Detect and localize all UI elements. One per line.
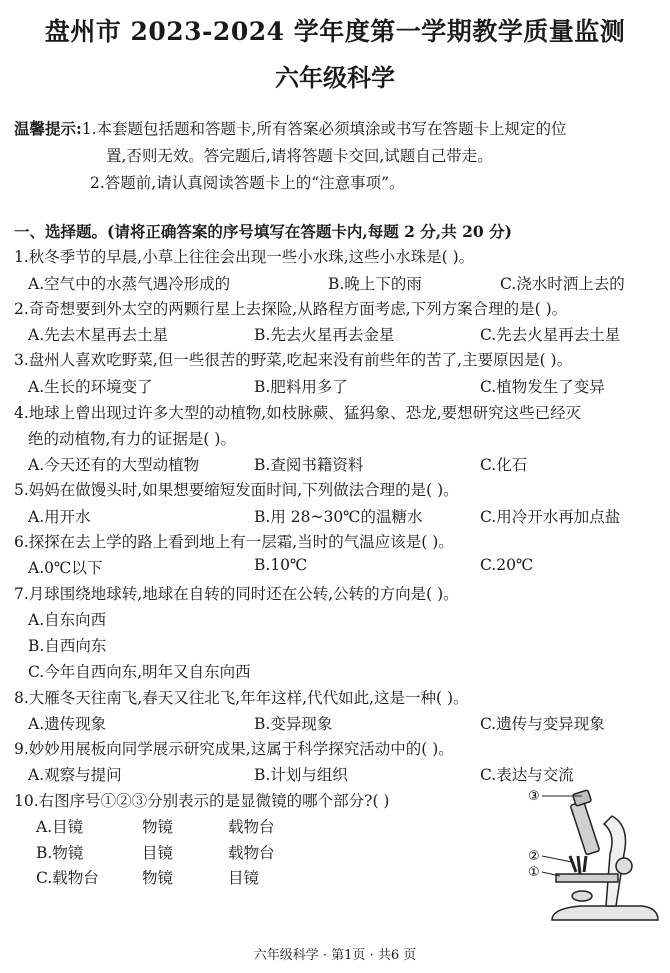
- tips-line-2: 置,否则无效。答完题后,请将答题卡交回,试题自己带走。: [106, 147, 493, 165]
- option-b: B.用 28~30℃的温糖水: [254, 508, 423, 526]
- option-b: B.计划与组织: [254, 766, 348, 784]
- eyepiece: [573, 790, 592, 806]
- option-b: B.变异现象: [254, 715, 333, 733]
- option-a: A.观察与提问: [28, 766, 122, 784]
- marker-1: ①: [528, 865, 540, 880]
- tips-line-1: [14, 117, 566, 139]
- option-b: B.查阅书籍资料: [254, 456, 364, 474]
- option-a-part-3: 载物台: [228, 818, 275, 836]
- stage: [556, 874, 618, 882]
- option-a: A.目镜: [36, 818, 84, 836]
- exam-subtitle: 六年级科学: [275, 63, 395, 92]
- option-b-part-2: 目镜: [142, 844, 174, 862]
- leader-line-2: [542, 856, 572, 862]
- option-b: B.10℃: [254, 556, 308, 574]
- option-b: B.自西向东: [28, 637, 107, 655]
- option-b: B.先去火星再去金星: [254, 326, 395, 344]
- option-a: A.自东向西: [28, 611, 107, 629]
- question-stem: 8.大雁冬天往南飞,春天又往北飞,年年这样,代代如此,这是一种( )。: [14, 689, 469, 707]
- option-a: A.遗传现象: [28, 715, 107, 733]
- option-c: C.化石: [480, 456, 528, 474]
- marker-2: ②: [528, 849, 540, 864]
- question-stem: 3.盘州人喜欢吃野菜,但一些很苦的野菜,吃起来没有前些年的苦了,主要原因是( )。: [14, 351, 573, 369]
- option-c: C.载物台: [36, 869, 99, 887]
- microscope-base: [552, 906, 658, 920]
- question-stem: 1.秋冬季节的早晨,小草上往往会出现一些小水珠,这些小水珠是( )。: [14, 248, 475, 266]
- microscope-figure: [512, 784, 662, 934]
- option-b: B.晚上下的雨: [328, 275, 422, 293]
- tips-label: 温馨提示:: [14, 119, 82, 138]
- option-c: C.20℃: [480, 556, 534, 574]
- option-c: C.用冷开水再加点盐: [480, 508, 621, 526]
- option-c-part-3: 目镜: [228, 869, 260, 887]
- exam-title: 盘州市 2023-2024 学年度第一学期教学质量监测: [44, 17, 626, 46]
- marker-3: ③: [528, 789, 540, 804]
- option-a: A.生长的环境变了: [28, 378, 153, 396]
- page-footer: 六年级科学 · 第1页 · 共6 页: [253, 948, 417, 963]
- tips-line-3: 2.答题前,请认真阅读答题卡上的“注意事项”。: [90, 174, 405, 192]
- option-c: C.植物发生了变异: [480, 378, 605, 396]
- option-a: A.用开水: [28, 508, 91, 526]
- option-a: A.空气中的水蒸气遇冷形成的: [28, 275, 231, 293]
- section-heading: 一、选择题。(请将正确答案的序号填写在答题卡内,每题 2 分,共 20 分): [14, 222, 512, 241]
- question-stem: 9.妙妙用展板向同学展示研究成果,这属于科学探究活动中的( )。: [14, 740, 454, 758]
- mirror: [572, 891, 592, 901]
- option-b-part-3: 载物台: [228, 844, 275, 862]
- question-stem: 6.探探在去上学的路上看到地上有一层霜,当时的气温应该是( )。: [14, 533, 454, 551]
- question-stem: 4.地球上曾出现过许多大型的动植物,如枝脉蕨、猛犸象、恐龙,要想研究这些已经灭: [14, 404, 582, 422]
- option-b: B.肥料用多了: [254, 378, 348, 396]
- option-a: A.0℃以下: [28, 559, 103, 577]
- option-c: C.表达与交流: [480, 766, 574, 784]
- option-c: C.遗传与变异现象: [480, 715, 605, 733]
- option-c: C.先去火星再去土星: [480, 326, 621, 344]
- focus-knob: [616, 858, 632, 874]
- question-stem-continued: 绝的动植物,有力的证据是( )。: [28, 430, 236, 448]
- option-a-part-2: 物镜: [142, 818, 174, 836]
- question-stem: 7.月球围绕地球转,地球在自转的同时还在公转,公转的方向是( )。: [14, 585, 459, 603]
- option-b: B.物镜: [36, 844, 84, 862]
- question-stem: 5.妈妈在做馒头时,如果想要缩短发面时间,下列做法合理的是( )。: [14, 481, 459, 499]
- option-a: A.先去木星再去土星: [28, 326, 169, 344]
- microscope-tube: [570, 801, 599, 855]
- option-c: C.今年自西向东,明年又自东向西: [28, 663, 251, 681]
- question-stem: 10.右图序号①②③分别表示的是显微镜的哪个部分?( ): [14, 792, 390, 810]
- option-c-part-2: 物镜: [142, 869, 174, 887]
- tips-text-1: 1.本套题包括题和答题卡,所有答案必须填涂或书写在答题卡上规定的位: [81, 120, 567, 138]
- question-stem: 2.奇奇想要到外太空的两颗行星上去探险,从路程方面考虑,下列方案合理的是( )。: [14, 300, 568, 318]
- option-a: A.今天还有的大型动植物: [28, 456, 200, 474]
- objective-lenses: [570, 856, 586, 874]
- option-c: C.浇水时洒上去的: [500, 275, 625, 293]
